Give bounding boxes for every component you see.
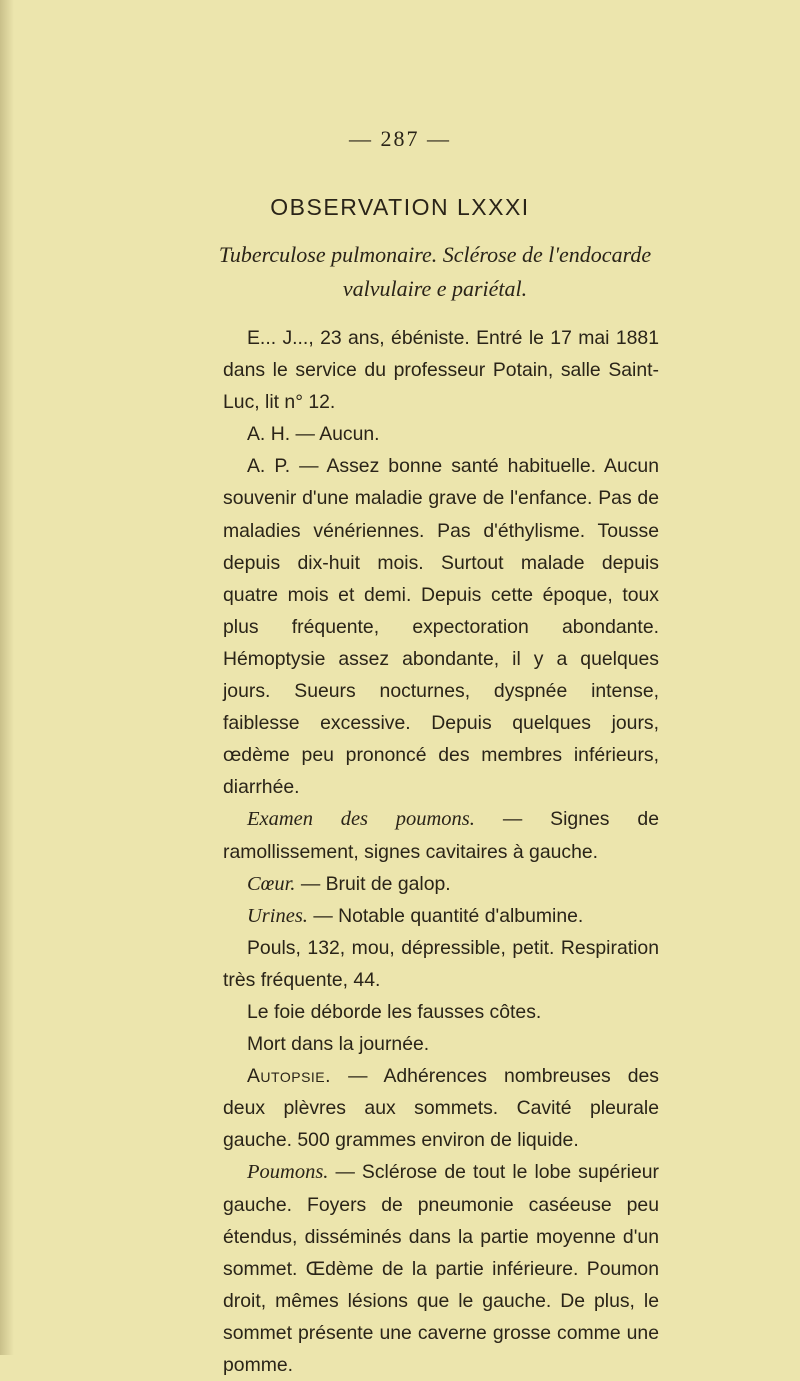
paragraph-personal-history: A. P. — Assez bonne santé habituelle. Aucun souvenir d'une maladie grave de l'enfance. Pas de maladies vénériennes. Pas d'éthylisme. Tousse depuis dix-huit mois. Surtout malade depuis quatre mois et demi. Depuis cette époque, toux plus fréquente, expectoration abondante. Hémoptysie assez abondante, il y a quelques jours. Sueurs nocturnes, dyspnée intense, faiblesse excessive. Depuis quelques jours, œdème peu prononcé des membres inférieurs, diarrhée. [223,455,659,799]
paragraph-pulse: Pouls, 132, mou, dépressible, petit. Respiration très fréquente, 44. [223,936,659,991]
paragraph-autopsy: Autopsie. — Adhérences nombreuses des deux plèvres aux sommets. Cavité pleurale gauche. 500 grammes environ de liquide. [223,1065,659,1152]
paragraph-heart: Cœur. — Bruit de galop. [247,872,451,895]
paragraph-family-history: A. H. — Aucun. [247,423,380,446]
observation-heading: OBSERVATION LXXXI [270,194,530,220]
observation-subtitle: Tuberculose pulmonaire. Sclérose de l'endocarde valvulaire e pariétal. [218,242,652,301]
observation-body [223,322,659,1381]
paragraph-death: Mort dans la journée. [247,1033,430,1056]
page-number: — 287 — [349,126,451,151]
lead-lung-exam: Examen des poumons. [247,808,475,831]
lead-lungs: Poumons. [247,1161,329,1184]
paragraph-lungs: Poumons. — Sclérose de tout le lobe supérieur gauche. Foyers de pneumonie caséeuse peu étendus, disséminés dans la partie moyenne d'un sommet. Œdème de la partie inférieure. Poumon droit, mêmes lésions que le gauche. De plus, le sommet présente une caverne grosse comme une pomme. [223,1161,659,1376]
lead-urine: Urines. [247,904,308,927]
lead-heart: Cœur. [247,872,296,895]
paragraph-liver: Le foie déborde les fausses côtes. [247,1000,542,1023]
paragraph-admission: E... J..., 23 ans, ébéniste. Entré le 17 mai 1881 dans le service du professeur Potain, salle Saint-Luc, lit n° 12. [223,327,659,414]
lead-autopsy: Autopsie. [247,1065,332,1088]
paragraph-lung-exam: Examen des poumons. — Signes de ramollissement, signes cavitaires à gauche. [223,808,659,863]
paragraph-urine: Urines. — Notable quantité d'albumine. [247,904,584,927]
